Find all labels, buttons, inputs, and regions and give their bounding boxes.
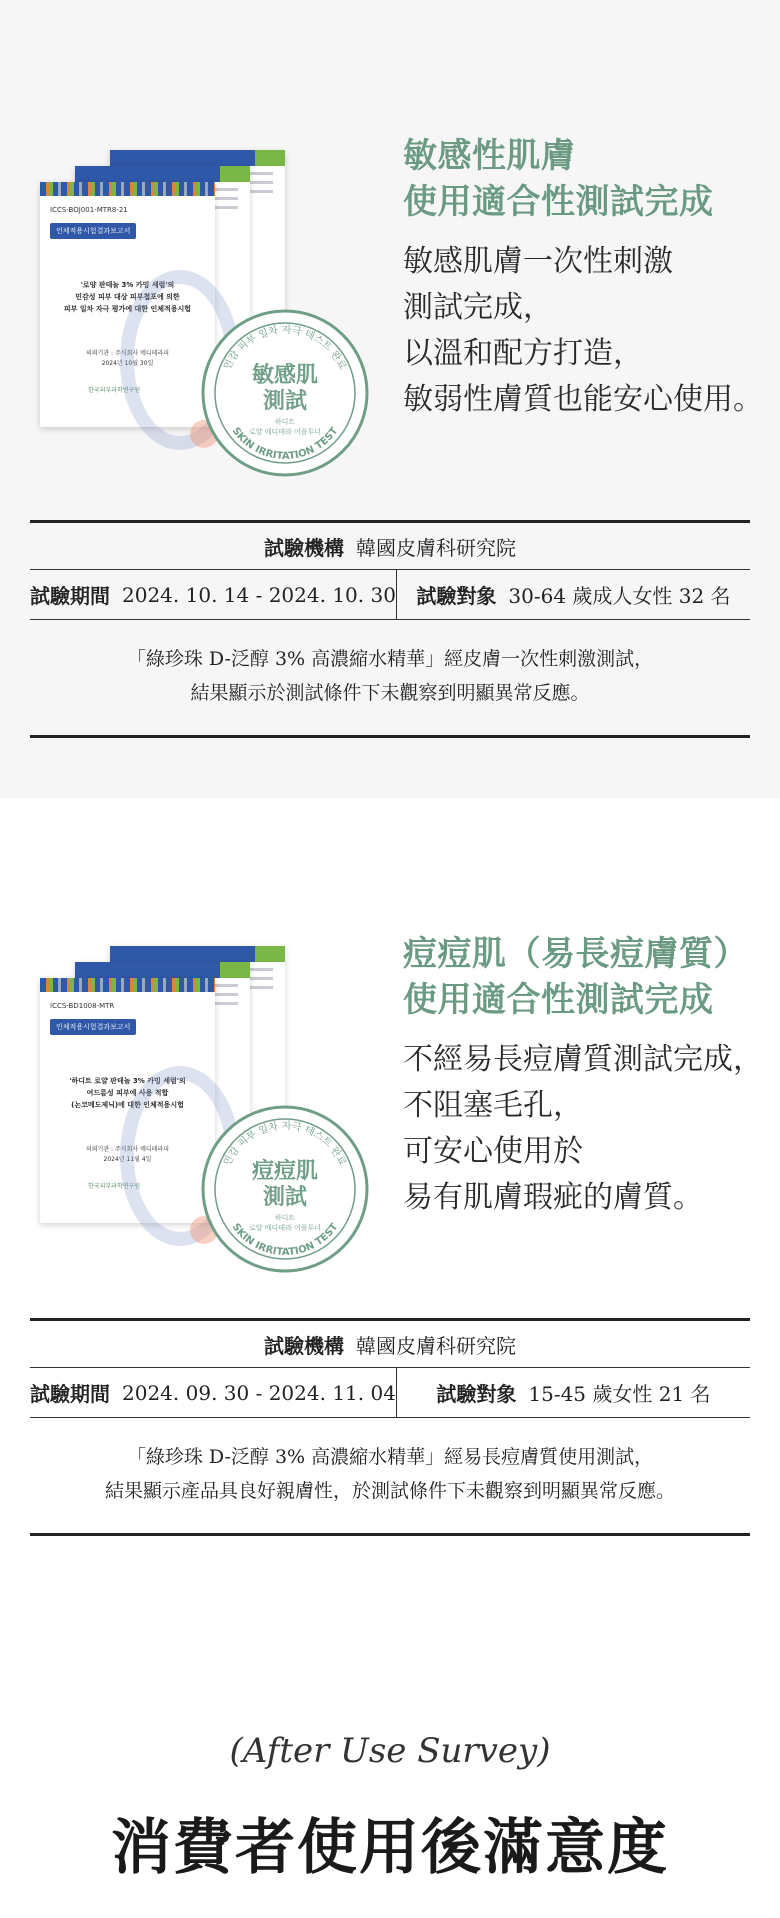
report-institution: 의뢰기관 : 주식회사 메디테라피 2024년 10월 30일: [85, 350, 170, 367]
period-label: 試驗期間: [30, 1382, 110, 1406]
section-description: 不經易長痘膚質測試完成， 不阻塞毛孔， 可安心使用於 易有肌膚瑕疵的膚質。: [403, 1042, 763, 1215]
report-code: ICCS-BD1008-MTR: [50, 1002, 115, 1010]
report-code: ICCS-BOJ001-MTR8-21: [50, 206, 128, 214]
acne-test-stamp: [200, 1104, 370, 1274]
institute-logo: 한국피부과학연구원: [88, 1183, 141, 1190]
stamp-main-line-1: 敏感肌: [251, 362, 319, 388]
survey-intro-section: [0, 1578, 780, 1918]
stamp-main-line-2: 測試: [262, 1184, 308, 1210]
test-result-note: 「綠珍珠 D-泛醇 3% 高濃縮水精華」經皮膚一次性刺激測試， 結果顯示於測試條件下未觀察到明顯異常反應。: [30, 620, 750, 738]
stamp-main-line-2: 測試: [262, 388, 308, 414]
section-description: 敏感肌膚一次性刺激 測試完成， 以溫和配方打造， 敏弱性膚質也能安心使用。: [403, 244, 763, 417]
period-label: 試驗期間: [30, 584, 110, 608]
subject-cell: [396, 1368, 750, 1417]
institution-row: [30, 1318, 750, 1368]
stamp-small-line-1: 하디트: [274, 1214, 296, 1222]
test-report-illustration: [40, 150, 380, 480]
institution-label: 試驗機構: [264, 535, 344, 560]
institution-label: 試驗機構: [264, 1333, 344, 1358]
test-info-table: [30, 520, 750, 738]
subject-label: 試驗對象: [436, 1382, 517, 1406]
institution-value: 韓國皮膚科研究院: [356, 1333, 516, 1358]
test-info-table: [30, 1318, 750, 1536]
subject-value: 15-45 歲女性 21 名: [528, 1382, 711, 1406]
stamp-ring-top: 민감 피부 일차 자극 테스트 완료: [222, 324, 348, 372]
survey-title: 消費者使用後滿意度: [111, 1813, 669, 1883]
period-value: 2024. 10. 14 - 2024. 10. 30: [122, 582, 396, 607]
stamp-small-line-1: 하디트: [274, 418, 296, 426]
stamp-main-line-1: 痘痘肌: [251, 1158, 319, 1184]
survey-english-subtitle: (After Use Survey): [229, 1731, 551, 1771]
period-cell: [30, 1368, 396, 1417]
report-institution: 의뢰기관 : 주식회사 메디테라피 2024년 11월 4일: [85, 1146, 170, 1163]
report-title: '로양 판테놀 3% 카밍 세럼'의 민감성 피부 대상 피부첩포에 의한 피부 일차 자극 평가에 대한 인체적용시험: [63, 281, 192, 313]
subject-label: 試驗對象: [416, 584, 497, 608]
period-subject-row: [30, 570, 750, 620]
stamp-small-line-2: 로얄 메디테라 어플투너: [248, 428, 322, 436]
institution-row: [30, 520, 750, 570]
acne-skin-test-section: [0, 798, 780, 1578]
subject-cell: [396, 570, 750, 619]
stamp-ring-bottom: SKIN IRRITATION TEST: [229, 425, 341, 463]
stamp-ring-top: 민감 피부 일차 자극 테스트 완료: [222, 1120, 348, 1168]
section-headline: 敏感性肌膚 使用適合性測試完成: [403, 136, 714, 222]
period-value: 2024. 09. 30 - 2024. 11. 04: [122, 1380, 396, 1405]
report-title: '하디트 로얄 판테놀 3% 카밍 세럼'의 여드름성 피부에 사용 적합 (논코메도제닉)에 대한 인체적용시험: [69, 1077, 186, 1109]
report-tag: 인체적용시험결과보고서: [50, 223, 136, 239]
stamp-small-line-2: 로얄 메디테라 어플투너: [248, 1224, 322, 1232]
skin-irritation-test-stamp: [200, 308, 370, 478]
report-tag: 인체적용시험결과보고서: [50, 1019, 136, 1035]
section-headline: 痘痘肌（易長痘膚質） 使用適合性測試完成: [403, 934, 748, 1020]
test-report-illustration: [40, 946, 380, 1276]
subject-value: 30-64 歲成人女性 32 名: [508, 584, 731, 608]
period-cell: [30, 570, 396, 619]
test-result-note: 「綠珍珠 D-泛醇 3% 高濃縮水精華」經易長痘膚質使用測試， 結果顯示產品具良好親膚性，於測試條件下未觀察到明顯異常反應。: [30, 1418, 750, 1536]
stamp-ring-bottom: SKIN IRRITATION TEST: [229, 1221, 341, 1259]
sensitive-skin-test-section: [0, 0, 780, 798]
period-subject-row: [30, 1368, 750, 1418]
institute-logo: 한국피부과학연구원: [88, 387, 141, 394]
institution-value: 韓國皮膚科研究院: [356, 535, 516, 560]
